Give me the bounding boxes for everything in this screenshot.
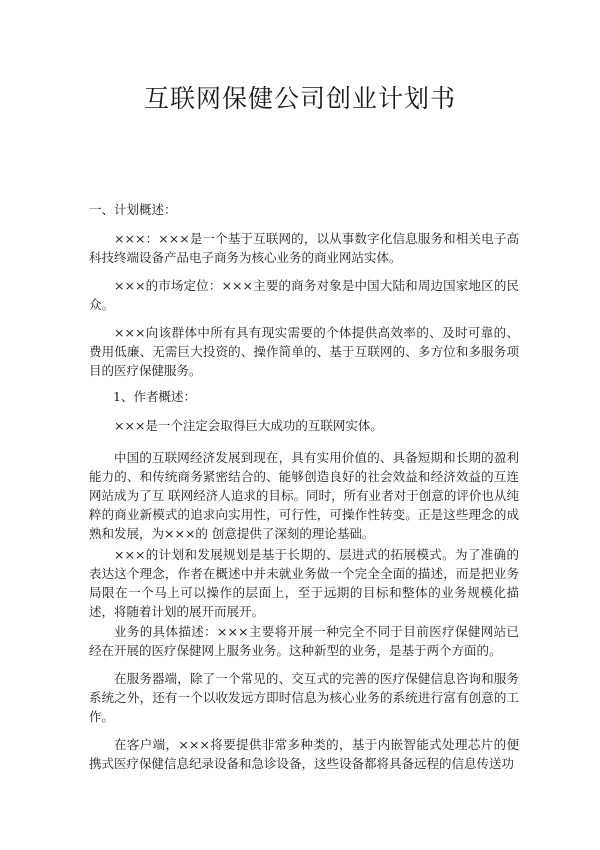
paragraph-target-services: ×××向该群体中所有具有现实需要的个体提供高效率的、及时可靠的、费用低廉、无需巨大投资的、操作简单的、基于互联网的、多方位和多服务项目的医疗保健服务。 <box>89 325 519 378</box>
section-heading-plan-overview: 一、计划概述： <box>89 202 177 217</box>
paragraph-market-positioning: ×××的市场定位：×××主要的商务对象是中国大陆和周边国家地区的民众。 <box>89 278 519 312</box>
paragraph-success-claim: ×××是一个注定会取得巨大成功的互联网实体。 <box>114 418 383 433</box>
paragraph-server-side: 在服务器端，除了一个常见的、交互式的完善的医疗保健信息咨询和服务系统之外，还有一个以收发远方即时信息为核心业务的系统进行富有创意的工作。 <box>89 671 519 724</box>
paragraph-business-description: 业务的具体描述：×××主要将开展一种完全不同于目前医疗保健网站已经在开展的医疗保健网上服务业务。这种新型的业务，是基于两个方面的。 <box>89 624 519 658</box>
paragraph-development-plan: ×××的计划和发展规划是基于长期的、层进式的拓展模式。为了准确的表达这个理念，作者在概述中并未就业务做一个完全全面的描述，而是把业务局限在一个马上可以操作的层面上，至于远期的目标和整体的业务规模化描述，将随着计划的展开而展开。 <box>89 547 519 619</box>
paragraph-internet-economy: 中国的互联网经济发展到现在，具有实用价值的、具备短期和长期的盈利能力的、和传统商务紧密结合的、能够创造良好的社会效益和经济效益的互连网站成为了互 联网经济人追求的目标。同时，所有业者对于创意的评价也从纯粹的商业新模式的追求向实用性，可行性，可操作性转变。正是这些理念的成熟和发展，为×××的 创意提供了深刻的理论基础。 <box>89 450 519 541</box>
paragraph-company-intro: ×××：×××是一个基于互联网的，以从事数字化信息服务和相关电子高科技终端设备产品电子商务为核心业务的商业网站实体。 <box>89 231 519 265</box>
paragraph-client-side: 在客户端，×××将要提供非常多种类的，基于内嵌智能式处理芯片的便携式医疗保健信息纪录设备和急诊设备，这些设备都将具备远程的信息传送功 <box>89 737 519 771</box>
document-title: 互联网保健公司创业计划书 <box>143 84 456 113</box>
subheading-author-overview: 1、作者概述： <box>113 389 196 404</box>
